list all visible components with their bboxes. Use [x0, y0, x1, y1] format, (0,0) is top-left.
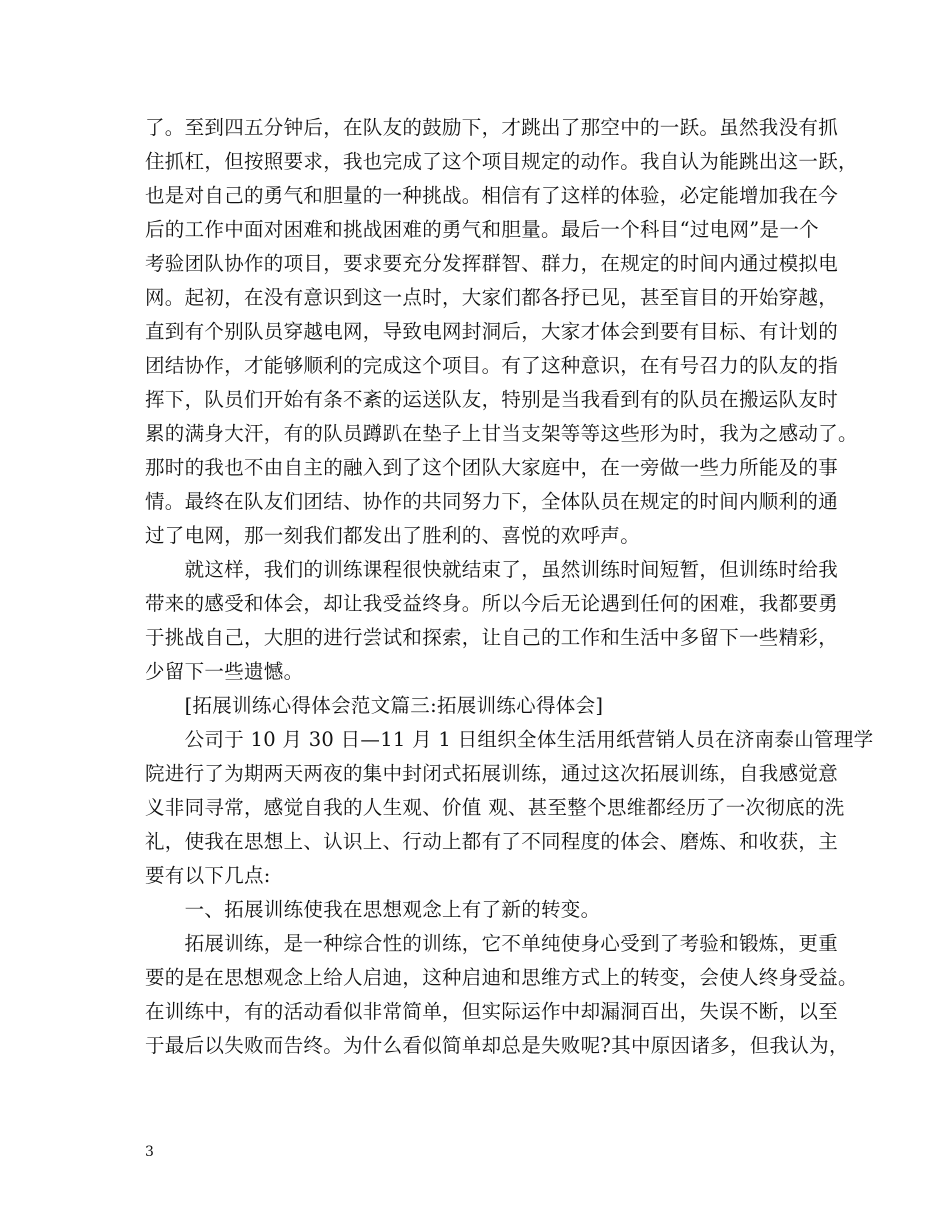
section-heading: [拓展训练心得体会范文篇三:拓展训练心得体会]: [145, 694, 604, 717]
text-line: 于最后以失败而告终。为什么看似简单却总是失败呢?其中原因诸多，但我认为，: [145, 1034, 849, 1057]
text-line: 后的工作中面对困难和挑战困难的勇气和胆量。最后一个科目“过电网”是一个: [145, 218, 819, 241]
text-line: 那时的我也不由自主的融入到了这个团队大家庭中，在一旁做一些力所能及的事: [145, 456, 839, 479]
text-line: 少留下一些遗憾。: [145, 660, 304, 683]
text-line: 住抓杠，但按照要求，我也完成了这个项目规定的动作。我自认为能跳出这一跃，: [145, 150, 858, 173]
text-line: 考验团队协作的项目，要求要充分发挥群智、群力，在规定的时间内通过模拟电: [145, 252, 839, 275]
text-line: 在训练中，有的活动看似非常简单，但实际运作中却漏洞百出，失误不断，以至: [145, 1000, 839, 1023]
text-line: 院进行了为期两天两夜的集中封闭式拓展训练，通过这次拓展训练，自我感觉意: [145, 762, 839, 785]
text-line: 于挑战自己，大胆的进行尝试和探索，让自己的工作和生活中多留下一些精彩，: [145, 626, 839, 649]
text-line: 团结协作，才能够顺利的完成这个项目。有了这种意识，在有号召力的队友的指: [145, 354, 839, 377]
text-line: 礼，使我在思想上、认识上、行动上都有了不同程度的体会、磨炼、和收获，主: [145, 830, 839, 853]
text-line: 带来的感受和体会，却让我受益终身。所以今后无论遇到任何的困难，我都要勇: [145, 592, 839, 615]
text-line: 挥下，队员们开始有条不紊的运送队友，特别是当我看到有的队员在搬运队友时: [145, 388, 839, 411]
text-line: 也是对自己的勇气和胆量的一种挑战。相信有了这样的体验，必定能增加我在今: [145, 184, 839, 207]
subheading: 一、拓展训练使我在思想观念上有了新的转变。: [145, 898, 601, 921]
text-line: 公司于 10 月 30 日—11 月 1 日组织全体生活用纸营销人员在济南泰山管理学: [145, 728, 874, 751]
text-line: 义非同寻常，感觉自我的人生观、价值 观、甚至整个思维都经历了一次彻底的洗: [145, 796, 845, 819]
text-line: 直到有个别队员穿越电网，导致电网封洞后，大家才体会到要有目标、有计划的: [145, 320, 839, 343]
text-line: 要的是在思想观念上给人启迪，这种启迪和思维方式上的转变，会使人终身受益。: [145, 966, 858, 989]
text-line: 情。最终在队友们团结、协作的共同努力下，全体队员在规定的时间内顺利的通: [145, 490, 839, 513]
text-line: 累的满身大汗，有的队员蹲趴在垫子上甘当支架等等这些形为时，我为之感动了。: [145, 422, 858, 445]
text-line: 网。起初，在没有意识到这一点时，大家们都各抒已见，甚至盲目的开始穿越，: [145, 286, 839, 309]
text-line: 要有以下几点:: [145, 864, 271, 887]
text-line: 拓展训练，是一种综合性的训练，它不单纯使身心受到了考验和锻炼，更重: [145, 932, 839, 955]
page-number: 3: [145, 1144, 154, 1160]
text-line: 过了电网，那一刻我们都发出了胜利的、喜悦的欢呼声。: [145, 524, 641, 547]
text-line: 了。至到四五分钟后，在队友的鼓励下，才跳出了那空中的一跃。虽然我没有抓: [145, 116, 839, 139]
text-line: 就这样，我们的训练课程很快就结束了，虽然训练时间短暂，但训练时给我: [145, 558, 839, 581]
